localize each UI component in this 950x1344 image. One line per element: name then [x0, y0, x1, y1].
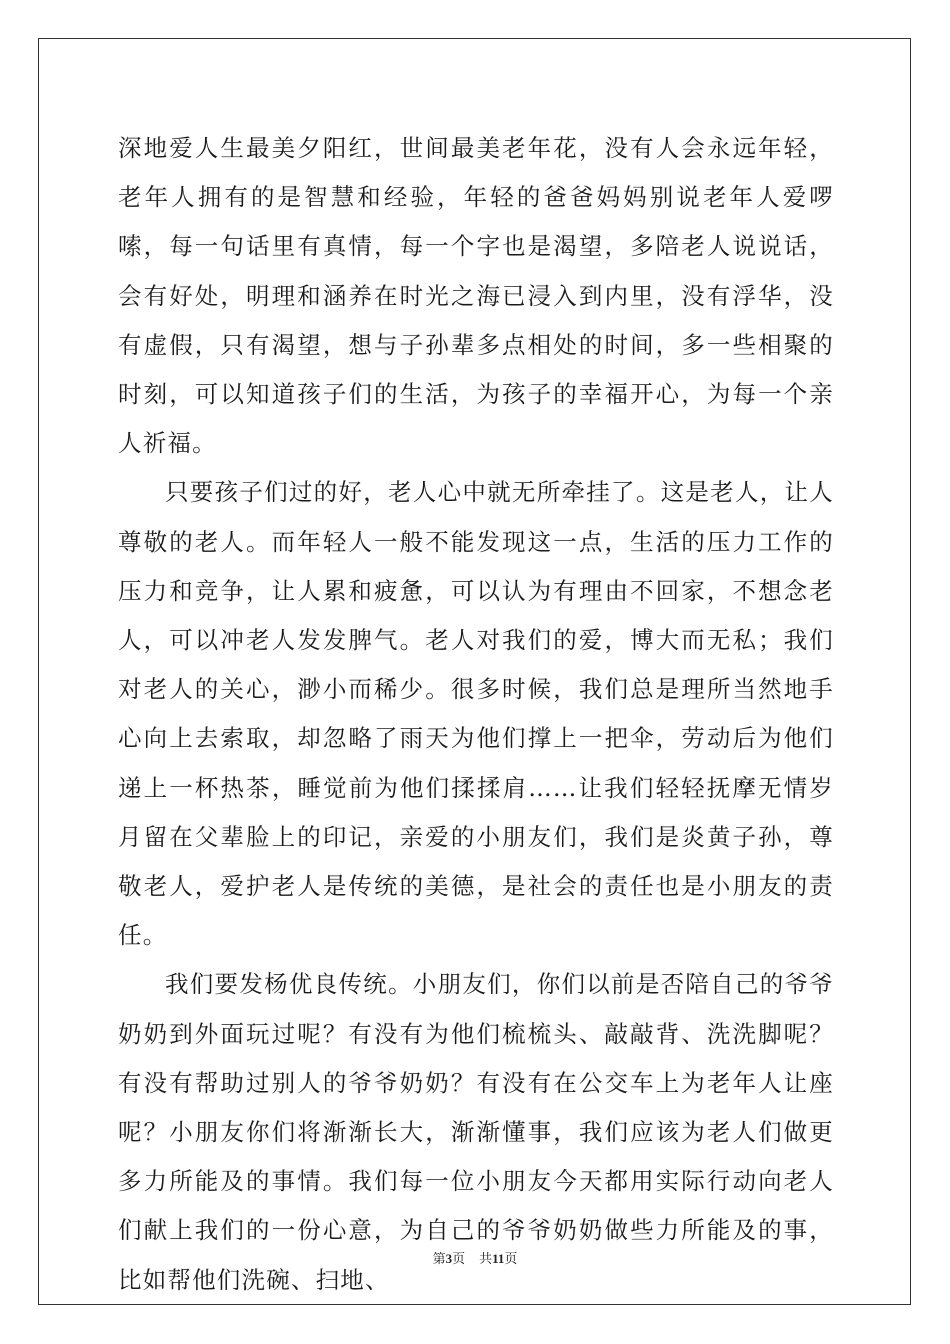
total-suffix: 页	[504, 1251, 518, 1266]
paragraph-1: 深地爱人生最美夕阳红，世间最美老年花，没有人会永远年轻，老年人拥有的是智慧和经验，年轻的爸爸妈妈别说老年人爱啰嗦，每一句话里有真情，每一个字也是渴望，多陪老人说说话，会有好处，明理和涵养在时光之海已浸入到内里，没有浮华，没有虚假，只有渴望，想与子孙辈多点相处的时间，多一些相聚的时刻，可以知道孩子们的生活，为孩子的幸福开心，为每一个亲人祈福。	[118, 134, 834, 458]
document-body	[118, 124, 834, 1305]
page-suffix: 页	[452, 1251, 466, 1266]
page-prefix: 第	[432, 1251, 446, 1266]
page-footer	[0, 1248, 950, 1267]
paragraph-3: 我们要发杨优良传统。小朋友们，你们以前是否陪自己的爷爷奶奶到外面玩过呢？有没有为他们梳梳头、敲敲背、洗洗脚呢？有没有帮助过别人的爷爷奶奶？有没有在公交车上为老年人让座呢？小朋友你们将渐渐长大，渐渐懂事，我们应该为老人们做更多力所能及的事情。我们每一位小朋友今天都用实际行动向老人们献上我们的一份心意，为自己的爷爷奶奶做些力所能及的事，比如帮他们洗碗、扫地、	[118, 970, 834, 1294]
page-number: 3	[445, 1251, 453, 1266]
total-prefix: 共	[479, 1251, 493, 1266]
paragraph-2: 只要孩子们过的好，老人心中就无所牵挂了。这是老人，让人尊敬的老人。而年轻人一般不能发现这一点，生活的压力工作的压力和竞争，让人累和疲惫，可以认为有理由不回家，不想念老人，可以冲老人发发脾气。老人对我们的爱，博大而无私；我们对老人的关心，渺小而稀少。很多时候，我们总是理所当然地手心向上去索取，却忽略了雨天为他们撑上一把伞，劳动后为他们递上一杯热茶，睡觉前为他们揉揉肩……让我们轻轻抚摩无情岁月留在父辈脸上的印记，亲爱的小朋友们，我们是炎黄子孙，尊敬老人，爱护老人是传统的美德，是社会的责任也是小朋友的责任。	[118, 478, 834, 950]
total-pages: 11	[492, 1251, 505, 1266]
